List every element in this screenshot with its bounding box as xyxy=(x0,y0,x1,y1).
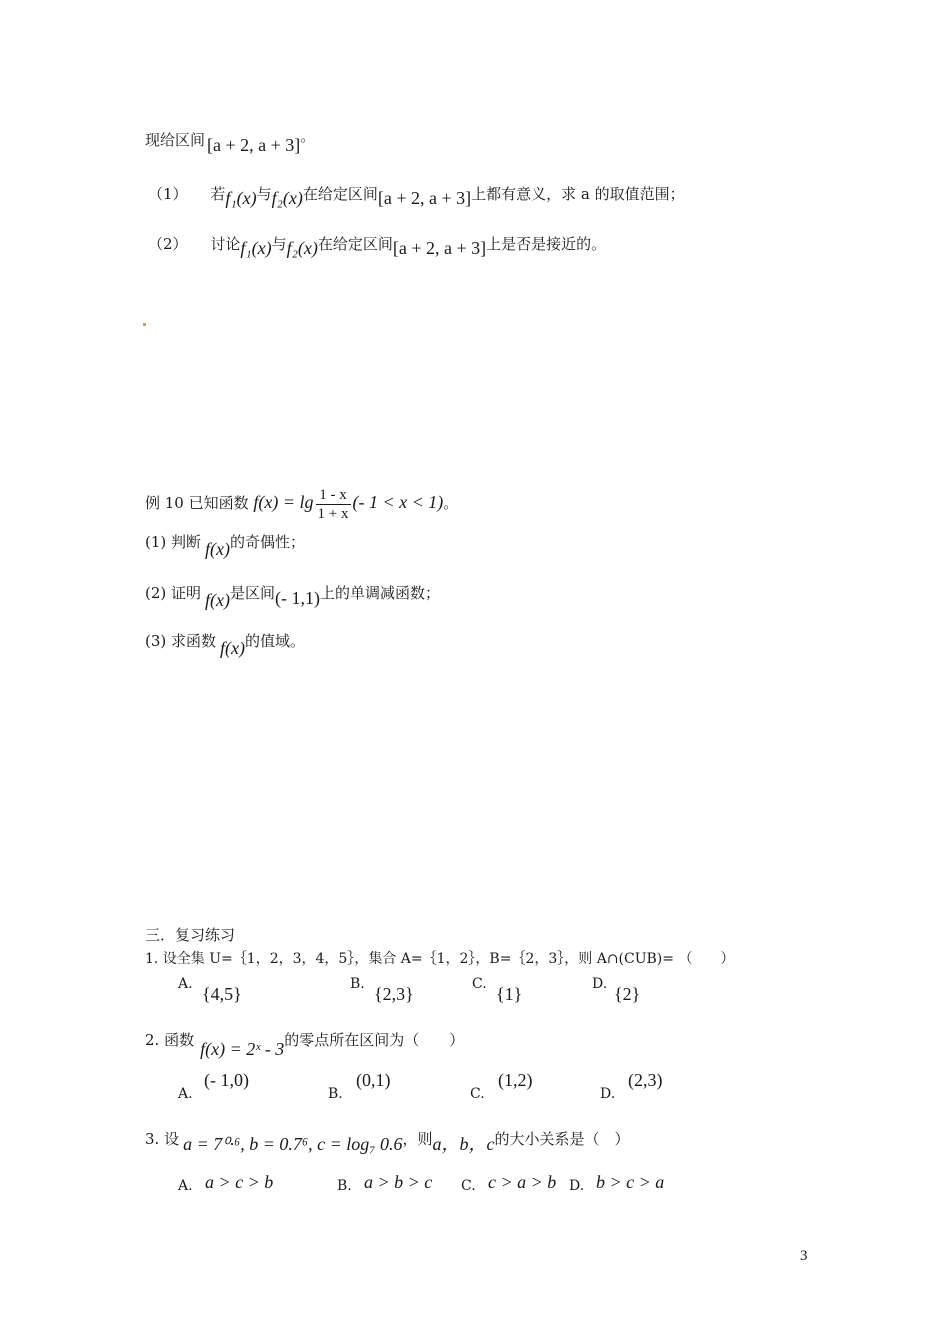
p2-option-c-label: C. xyxy=(470,1086,485,1102)
q2-f2: f₂(x) xyxy=(286,238,318,258)
p3-option-a-value: a > c > b xyxy=(205,1172,274,1192)
part-3-text: 的值域。 xyxy=(245,632,306,650)
fraction-numerator: 1 - x xyxy=(316,486,351,505)
q1-suffix: 上都有意义，求 a 的取值范围； xyxy=(471,185,685,203)
p2-option-a-value: (- 1,0) xyxy=(204,1070,249,1090)
example-10-part-2 xyxy=(145,581,441,610)
p3-pre: 3. 设 xyxy=(145,1130,180,1148)
p2-pre: 2. 函数 xyxy=(145,1031,195,1049)
p2-option-d-label: D. xyxy=(600,1086,616,1102)
p3-vars: a，b，c xyxy=(432,1134,495,1154)
p2-option-b-label: B. xyxy=(328,1086,343,1102)
p3-text: ，则 xyxy=(402,1130,433,1148)
example-10-line xyxy=(145,480,458,525)
p1-option-d-value: {2} xyxy=(614,984,641,1004)
example-10-domain: (- 1 < x < 1) xyxy=(352,492,444,512)
q1-interval: [a + 2, a + 3] xyxy=(377,188,472,208)
problem-2-line xyxy=(145,1028,465,1059)
question-1 xyxy=(148,182,685,208)
part-3-expr: f(x) xyxy=(220,638,246,658)
example-10-suffix: 。 xyxy=(443,494,459,512)
q2-suffix: 上是否是接近的。 xyxy=(486,235,607,253)
page-number: 3 xyxy=(800,1248,808,1264)
q1-label: （1） xyxy=(148,185,188,203)
example-10-part-1 xyxy=(145,530,306,559)
part-1-label: (1) 判断 xyxy=(145,533,202,551)
part-2-interval: (- 1,1) xyxy=(275,588,321,608)
q2-label: （2） xyxy=(148,235,188,253)
intro-line xyxy=(145,127,316,155)
p3-option-b-label: B. xyxy=(337,1178,352,1194)
p1-option-a-value: {4,5} xyxy=(202,984,242,1004)
p3-option-d-label: D. xyxy=(569,1178,585,1194)
p2-option-b-value: (0,1) xyxy=(356,1070,391,1090)
q2-text: 在给定区间 xyxy=(317,235,393,253)
p1-option-d-label: D. xyxy=(592,976,608,992)
p2-option-c-value: (1,2) xyxy=(498,1070,533,1090)
q1-mid: 与 xyxy=(256,185,272,203)
p2-option-a-label: A. xyxy=(178,1086,193,1102)
p2-expr: f(x) = 2ˣ - 3 xyxy=(200,1039,285,1059)
p3-option-c-label: C. xyxy=(461,1178,476,1194)
intro-interval: [a + 2, a + 3] xyxy=(207,135,301,155)
q1-f2: f₂(x) xyxy=(271,188,303,208)
problem-3-line xyxy=(145,1127,630,1154)
p3-option-d-value: b > c > a xyxy=(596,1172,665,1192)
p2-text: 的零点所在区间为（ ） xyxy=(284,1031,465,1049)
p3-option-a-label: A. xyxy=(178,1178,193,1194)
part-1-text: 的奇偶性； xyxy=(230,533,306,551)
part-2-label: (2) 证明 xyxy=(145,584,202,602)
q2-interval: [a + 2, a + 3] xyxy=(392,238,487,258)
p3-option-b-value: a > b > c xyxy=(364,1172,433,1192)
p1-option-c-value: {1} xyxy=(496,984,523,1004)
part-2-expr: f(x) xyxy=(205,590,231,610)
q1-text: 在给定区间 xyxy=(302,185,378,203)
example-10-func: f(x) = lg xyxy=(253,492,314,512)
example-10-part-3 xyxy=(145,629,306,658)
p2-option-d-value: (2,3) xyxy=(628,1070,663,1090)
fraction-denominator: 1 + x xyxy=(317,505,349,522)
p3-suffix: 的大小关系是（ ） xyxy=(494,1130,630,1148)
p3-expr: a = 7⁰·⁶, b = 0.7⁶, c = log₇ 0.6 xyxy=(183,1134,403,1154)
example-10-label: 例 10 已知函数 xyxy=(145,494,249,512)
p3-option-c-value: c > a > b xyxy=(488,1172,557,1192)
part-2-suffix: 上的单调减函数； xyxy=(320,584,441,602)
review-heading: 三．复习练习 xyxy=(145,926,236,944)
part-1-expr: f(x) xyxy=(205,539,231,559)
q2-mid: 与 xyxy=(271,235,287,253)
q2-pre: 讨论 xyxy=(210,235,241,253)
p1-option-c-label: C. xyxy=(472,976,487,992)
p1-option-b-label: B. xyxy=(350,976,365,992)
intro-suffix: 。 xyxy=(300,127,316,145)
part-3-label: (3) 求函数 xyxy=(145,632,217,650)
intro-text: 现给区间 xyxy=(145,131,206,149)
question-2 xyxy=(148,232,607,258)
example-10-fraction xyxy=(316,486,351,523)
part-2-text: 是区间 xyxy=(230,584,276,602)
q2-f1: f₁(x) xyxy=(240,238,272,258)
p1-option-a-label: A. xyxy=(178,976,193,992)
q1-f1: f₁(x) xyxy=(225,188,257,208)
q1-pre: 若 xyxy=(210,185,226,203)
p1-option-b-value: {2,3} xyxy=(374,984,414,1004)
stray-mark xyxy=(143,323,146,326)
problem-1-text: 1. 设全集 U=｛1，2，3，4，5｝，集合 A=｛1，2｝，B=｛2，3｝，则 A∩(CUB)= （ ） xyxy=(145,951,735,967)
